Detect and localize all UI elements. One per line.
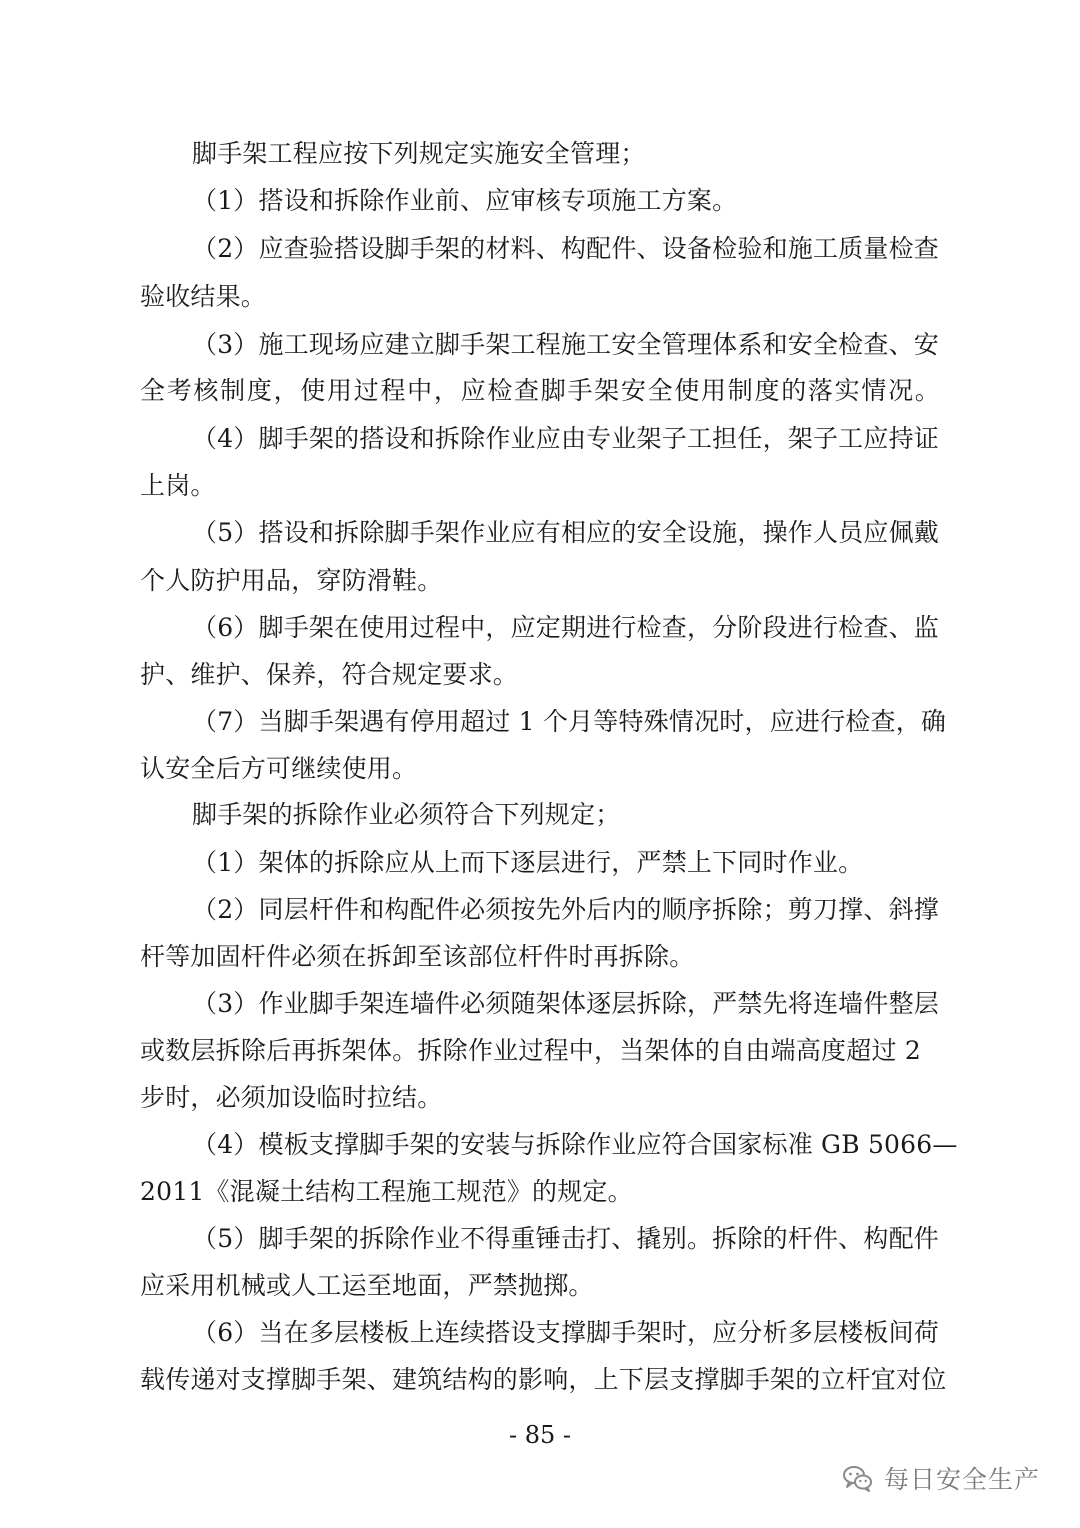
- paragraph-line: 或数层拆除后再拆架体。拆除作业过程中，当架体的自由端高度超过 2: [140, 1036, 921, 1065]
- paragraph-line: 载传递对支撑脚手架、建筑结构的影响，上下层支撑脚手架的立杆宜对位: [140, 1365, 947, 1394]
- paragraph-line: 脚手架工程应按下列规定实施安全管理；: [192, 139, 646, 168]
- paragraph-line: 杆等加固杆件必须在拆卸至该部位杆件时再拆除。: [140, 942, 695, 971]
- paragraph-line: 认安全后方可继续使用。: [140, 754, 418, 783]
- paragraph-line: 上岗。: [140, 471, 216, 500]
- paragraph-line: （6）脚手架在使用过程中，应定期进行检查，分阶段进行检查、监: [192, 613, 939, 642]
- paragraph-line: （3）施工现场应建立脚手架工程施工安全管理体系和安全检查、安: [192, 330, 939, 359]
- watermark: [842, 1458, 1040, 1498]
- watermark-text: 每日安全生产: [884, 1465, 1041, 1494]
- paragraph-line: 应采用机械或人工运至地面，严禁抛掷。: [140, 1271, 594, 1300]
- paragraph-line: （7）当脚手架遇有停用超过 1 个月等特殊情况时，应进行检查，确: [192, 707, 947, 736]
- page-number: - 85 -: [508, 1421, 571, 1449]
- paragraph-line: 2011《混凝土结构工程施工规范》的规定。: [140, 1177, 633, 1206]
- paragraph-line: （2）应查验搭设脚手架的材料、构配件、设备检验和施工质量检查: [192, 234, 939, 263]
- paragraph-line: （5）搭设和拆除脚手架作业应有相应的安全设施，操作人员应佩戴: [192, 518, 939, 547]
- paragraph-line: （2）同层杆件和构配件必须按先外后内的顺序拆除；剪刀撑、斜撑: [192, 895, 939, 924]
- paragraph-line: 全考核制度，使用过程中，应检查脚手架安全使用制度的落实情况。: [140, 376, 940, 405]
- paragraph-line: 个人防护用品，穿防滑鞋。: [140, 566, 443, 595]
- paragraph-line: （6）当在多层楼板上连续搭设支撑脚手架时，应分析多层楼板间荷: [192, 1318, 939, 1347]
- paragraph-line: （1）架体的拆除应从上而下逐层进行，严禁上下同时作业。: [192, 848, 864, 877]
- paragraph-line: （4）模板支撑脚手架的安装与拆除作业应符合国家标准 GB 5066—: [192, 1130, 958, 1159]
- paragraph-line: （1）搭设和拆除作业前、应审核专项施工方案。: [192, 186, 738, 215]
- paragraph-line: （4）脚手架的搭设和拆除作业应由专业架子工担任，架子工应持证: [192, 424, 939, 453]
- wechat-icon: [842, 1464, 872, 1492]
- paragraph-line: 步时，必须加设临时拉结。: [140, 1083, 443, 1112]
- paragraph-line: 验收结果。: [140, 282, 267, 311]
- paragraph-line: 护、维护、保养，符合规定要求。: [140, 660, 519, 689]
- paragraph-line: （3）作业脚手架连墙件必须随架体逐层拆除，严禁先将连墙件整层: [192, 989, 939, 1018]
- paragraph-line: （5）脚手架的拆除作业不得重锤击打、撬别。拆除的杆件、构配件: [192, 1224, 939, 1253]
- paragraph-line: 脚手架的拆除作业必须符合下列规定；: [192, 800, 621, 829]
